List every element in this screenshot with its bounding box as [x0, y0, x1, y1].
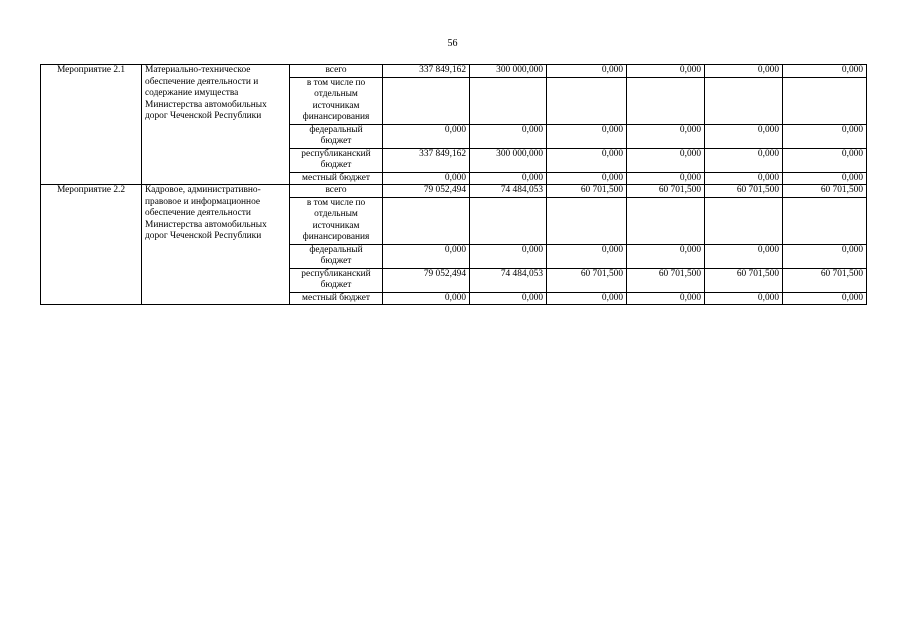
value-cell: 337 849,162 [383, 65, 470, 78]
value-cell: 0,000 [705, 172, 783, 185]
value-cell: 300 000,000 [470, 148, 547, 172]
value-cell [470, 77, 547, 124]
funding-source: республиканский бюджет [290, 148, 383, 172]
value-cell: 74 484,053 [470, 185, 547, 198]
value-cell [627, 77, 705, 124]
value-cell: 0,000 [383, 124, 470, 148]
value-cell [383, 77, 470, 124]
funding-source: всего [290, 65, 383, 78]
value-cell [783, 197, 867, 244]
funding-source: в том числе по отдельным источникам финансирования [290, 197, 383, 244]
value-cell: 0,000 [470, 244, 547, 268]
measure-description: Кадровое, административно-правовое и информационное обеспечение деятельности Министерства автомобильных дорог Чеченской Республики [142, 185, 290, 305]
value-cell: 0,000 [383, 172, 470, 185]
value-cell: 0,000 [783, 292, 867, 305]
value-cell [627, 197, 705, 244]
value-cell: 0,000 [783, 244, 867, 268]
value-cell: 74 484,053 [470, 268, 547, 292]
value-cell: 60 701,500 [705, 268, 783, 292]
value-cell: 0,000 [783, 124, 867, 148]
funding-source: федеральный бюджет [290, 244, 383, 268]
value-cell [547, 77, 627, 124]
value-cell: 0,000 [783, 65, 867, 78]
value-cell: 0,000 [470, 172, 547, 185]
value-cell: 0,000 [547, 65, 627, 78]
funding-source: федеральный бюджет [290, 124, 383, 148]
value-cell: 0,000 [470, 292, 547, 305]
value-cell: 0,000 [705, 65, 783, 78]
value-cell: 0,000 [627, 65, 705, 78]
value-cell: 79 052,494 [383, 268, 470, 292]
value-cell: 60 701,500 [783, 268, 867, 292]
value-cell [705, 77, 783, 124]
value-cell: 60 701,500 [783, 185, 867, 198]
value-cell: 0,000 [547, 292, 627, 305]
value-cell: 0,000 [627, 148, 705, 172]
value-cell [383, 197, 470, 244]
value-cell: 0,000 [547, 148, 627, 172]
funding-source: в том числе по отдельным источникам финансирования [290, 77, 383, 124]
measure-label: Мероприятие 2.1 [41, 65, 142, 185]
value-cell: 0,000 [627, 172, 705, 185]
page-number: 56 [447, 38, 458, 49]
value-cell: 0,000 [705, 148, 783, 172]
value-cell: 60 701,500 [547, 185, 627, 198]
value-cell: 300 000,000 [470, 65, 547, 78]
value-cell: 0,000 [547, 244, 627, 268]
value-cell: 79 052,494 [383, 185, 470, 198]
value-cell: 0,000 [783, 172, 867, 185]
table-row [41, 185, 867, 198]
value-cell: 0,000 [627, 292, 705, 305]
value-cell [547, 197, 627, 244]
value-cell: 0,000 [383, 244, 470, 268]
value-cell: 0,000 [705, 292, 783, 305]
budget-table [40, 64, 867, 305]
measure-description: Материально-техническое обеспечение деятельности и содержание имущества Министерства автомобильных дорог Чеченской Республики [142, 65, 290, 185]
value-cell: 0,000 [627, 124, 705, 148]
funding-source: местный бюджет [290, 172, 383, 185]
value-cell: 60 701,500 [627, 268, 705, 292]
value-cell: 0,000 [705, 244, 783, 268]
value-cell: 60 701,500 [627, 185, 705, 198]
value-cell [470, 197, 547, 244]
value-cell: 0,000 [470, 124, 547, 148]
value-cell: 0,000 [783, 148, 867, 172]
funding-source: республиканский бюджет [290, 268, 383, 292]
value-cell [705, 197, 783, 244]
table-row [41, 65, 867, 78]
budget-table-body [41, 65, 867, 305]
value-cell: 0,000 [547, 124, 627, 148]
value-cell: 0,000 [705, 124, 783, 148]
value-cell: 60 701,500 [705, 185, 783, 198]
value-cell: 60 701,500 [547, 268, 627, 292]
value-cell: 0,000 [383, 292, 470, 305]
funding-source: всего [290, 185, 383, 198]
value-cell: 337 849,162 [383, 148, 470, 172]
measure-label: Мероприятие 2.2 [41, 185, 142, 305]
funding-source: местный бюджет [290, 292, 383, 305]
value-cell: 0,000 [547, 172, 627, 185]
value-cell: 0,000 [627, 244, 705, 268]
value-cell [783, 77, 867, 124]
